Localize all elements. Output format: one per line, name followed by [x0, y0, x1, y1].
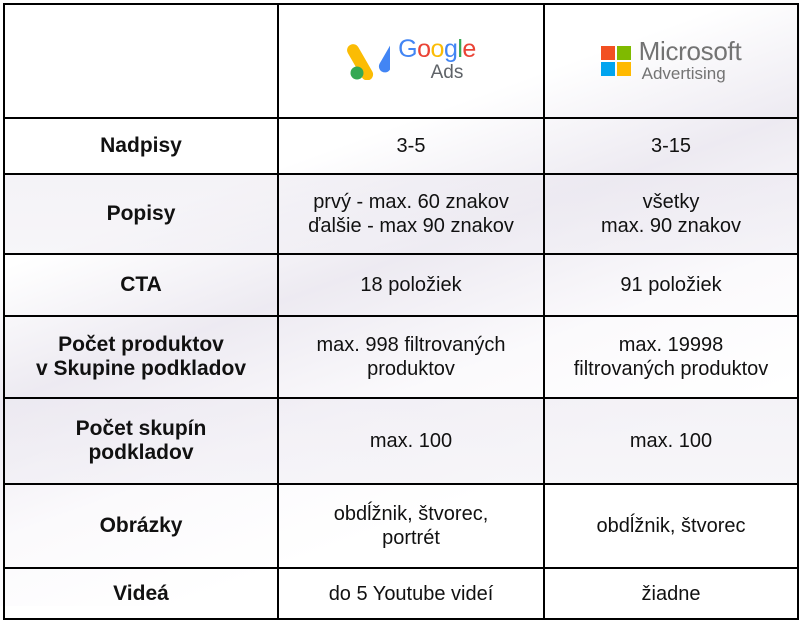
google-value: prvý - max. 60 znakov ďalšie - max 90 znakov [278, 174, 544, 254]
microsoft-value: max. 19998 filtrovaných produktov [544, 316, 798, 398]
table-row [4, 398, 798, 484]
row-label: Počet skupín podkladov [4, 398, 278, 484]
google-value: max. 998 filtrovaných produktov [278, 316, 544, 398]
google-value: do 5 Youtube videí [278, 568, 544, 619]
microsoft-value: žiadne [544, 568, 798, 619]
row-label: Obrázky [4, 484, 278, 568]
comparison-table [3, 3, 799, 620]
microsoft-squares-icon [601, 46, 631, 76]
table-row [4, 174, 798, 254]
google-ads-header [278, 4, 544, 118]
microsoft-value: všetky max. 90 znakov [544, 174, 798, 254]
google-value: 3-5 [278, 118, 544, 174]
google-value: 18 položiek [278, 254, 544, 316]
empty-header-cell [4, 4, 278, 118]
table-row [4, 568, 798, 619]
header-row [4, 4, 798, 118]
microsoft-value: obdĺžnik, štvorec [544, 484, 798, 568]
microsoft-advertising-subtitle: Advertising [641, 64, 726, 83]
microsoft-value: max. 100 [544, 398, 798, 484]
google-ads-icon [346, 40, 390, 80]
table-row [4, 118, 798, 174]
microsoft-wordmark: Microsoft [638, 36, 742, 66]
google-wordmark: Google [398, 35, 476, 63]
row-label: CTA [4, 254, 278, 316]
microsoft-value: 91 položiek [544, 254, 798, 316]
google-value: obdĺžnik, štvorec, portrét [278, 484, 544, 568]
microsoft-advertising-logo [601, 38, 742, 84]
google-ads-subtitle: Ads [430, 62, 464, 83]
google-ads-logo [346, 36, 476, 84]
row-label: Počet produktov v Skupine podkladov [4, 316, 278, 398]
table-row [4, 316, 798, 398]
microsoft-advertising-header [544, 4, 798, 118]
row-label: Popisy [4, 174, 278, 254]
google-value: max. 100 [278, 398, 544, 484]
table-row [4, 484, 798, 568]
table-row [4, 254, 798, 316]
row-label: Nadpisy [4, 118, 278, 174]
microsoft-value: 3-15 [544, 118, 798, 174]
row-label: Videá [4, 568, 278, 619]
